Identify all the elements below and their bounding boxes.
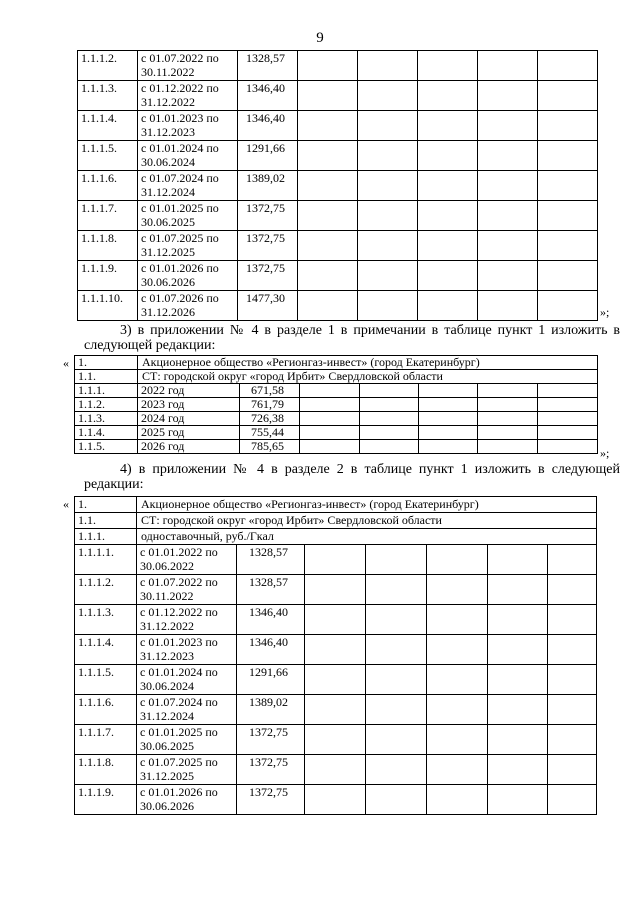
row-code: 1.1. xyxy=(75,513,137,529)
row-code: 1.1.1.6. xyxy=(78,171,138,201)
row-code: 1.1.1.9. xyxy=(75,785,137,815)
row-code: 1.1.1.3. xyxy=(75,605,137,635)
table-row xyxy=(75,545,597,575)
row-period: с 01.01.2023 по 31.12.2023 xyxy=(138,111,238,141)
row-code: 1.1.1.5. xyxy=(78,141,138,171)
row-period: с 01.01.2025 по 30.06.2025 xyxy=(138,201,238,231)
row-code: 1.1.1.6. xyxy=(75,695,137,725)
row-code: 1.1.1.5. xyxy=(75,665,137,695)
row-value: 1477,30 xyxy=(238,291,298,321)
territory-name: СТ: городской округ «город Ирбит» Свердловской области xyxy=(138,370,598,384)
row-period: с 01.01.2024 по 30.06.2024 xyxy=(137,665,237,695)
territory-name: СТ: городской округ «город Ирбит» Свердловской области xyxy=(137,513,597,529)
tariff-table xyxy=(74,496,597,815)
page-number: 9 xyxy=(316,30,324,46)
row-code: 1.1.1.7. xyxy=(75,725,137,755)
row-code: 1.1.1.9. xyxy=(78,261,138,291)
row-code: 1.1.3. xyxy=(75,412,138,426)
table-row xyxy=(75,529,597,545)
row-code: 1.1.1.4. xyxy=(78,111,138,141)
table-row xyxy=(75,725,597,755)
row-code: 1.1.1.1. xyxy=(75,545,137,575)
opening-quote: « xyxy=(63,497,69,511)
row-period: с 01.07.2026 по 31.12.2026 xyxy=(138,291,238,321)
row-value: 1389,02 xyxy=(238,171,298,201)
table-row xyxy=(75,755,597,785)
row-value: 1328,57 xyxy=(237,545,305,575)
row-year: 2026 год xyxy=(138,440,240,454)
table-row xyxy=(75,412,598,426)
row-value: 1346,40 xyxy=(238,81,298,111)
row-value: 1328,57 xyxy=(238,51,298,81)
organization-name: Акционерное общество «Регионгаз-инвест» (город Екатеринбург) xyxy=(137,497,597,513)
row-period: с 01.01.2025 по 30.06.2025 xyxy=(137,725,237,755)
row-value: 755,44 xyxy=(240,426,300,440)
table-row xyxy=(78,201,598,231)
row-value: 1372,75 xyxy=(237,725,305,755)
row-code: 1.1.1.7. xyxy=(78,201,138,231)
row-code: 1.1. xyxy=(75,370,138,384)
row-period: с 01.01.2026 по 30.06.2026 xyxy=(138,261,238,291)
row-value: 671,58 xyxy=(240,384,300,398)
row-period: с 01.01.2023 по 31.12.2023 xyxy=(137,635,237,665)
closing-quote: »; xyxy=(600,446,610,460)
closing-quote: »; xyxy=(600,305,610,319)
row-value: 1389,02 xyxy=(237,695,305,725)
table-row xyxy=(78,51,598,81)
row-value: 1372,75 xyxy=(238,261,298,291)
row-value: 1372,75 xyxy=(238,201,298,231)
row-code: 1.1.1.2. xyxy=(75,575,137,605)
table-row xyxy=(75,440,598,454)
row-period: с 01.01.2026 по 30.06.2026 xyxy=(137,785,237,815)
row-value: 1291,66 xyxy=(238,141,298,171)
row-value: 726,38 xyxy=(240,412,300,426)
row-code: 1.1.1.8. xyxy=(75,755,137,785)
row-value: 1291,66 xyxy=(237,665,305,695)
table-row xyxy=(75,356,598,370)
row-value: 1372,75 xyxy=(237,755,305,785)
row-period: с 01.07.2024 по 31.12.2024 xyxy=(137,695,237,725)
row-code: 1.1.1.3. xyxy=(78,81,138,111)
row-value: 1346,40 xyxy=(237,605,305,635)
row-period: с 01.07.2022 по 30.11.2022 xyxy=(138,51,238,81)
row-period: с 01.12.2022 по 31.12.2022 xyxy=(137,605,237,635)
row-year: 2023 год xyxy=(138,398,240,412)
table-row xyxy=(78,111,598,141)
row-period: с 01.01.2024 по 30.06.2024 xyxy=(138,141,238,171)
row-code: 1.1.1.10. xyxy=(78,291,138,321)
table-row xyxy=(75,497,597,513)
table-row xyxy=(75,665,597,695)
row-year: 2025 год xyxy=(138,426,240,440)
row-code: 1.1.1.8. xyxy=(78,231,138,261)
row-code: 1.1.1.4. xyxy=(75,635,137,665)
table-row xyxy=(75,785,597,815)
table-row xyxy=(75,605,597,635)
paragraph-3: 3) в приложении № 4 в разделе 1 в примечании в таблице пункт 1 изложить в следующей редакции: xyxy=(84,323,620,353)
opening-quote: « xyxy=(63,356,69,370)
row-code: 1. xyxy=(75,497,137,513)
paragraph-4: 4) в приложении № 4 в разделе 2 в таблице пункт 1 изложить в следующей редакции: xyxy=(84,462,620,492)
row-code: 1.1.1. xyxy=(75,529,137,545)
table-row xyxy=(75,513,597,529)
row-period: с 01.01.2022 по 30.06.2022 xyxy=(137,545,237,575)
table-row xyxy=(75,635,597,665)
table-row xyxy=(78,81,598,111)
row-value: 761,79 xyxy=(240,398,300,412)
row-year: 2024 год xyxy=(138,412,240,426)
row-value: 1346,40 xyxy=(237,635,305,665)
table-row xyxy=(78,231,598,261)
row-value: 785,65 xyxy=(240,440,300,454)
table-row xyxy=(78,141,598,171)
row-period: с 01.07.2025 по 31.12.2025 xyxy=(137,755,237,785)
row-code: 1.1.1.2. xyxy=(78,51,138,81)
row-year: 2022 год xyxy=(138,384,240,398)
tariff-table-continued xyxy=(77,50,598,321)
row-code: 1.1.1. xyxy=(75,384,138,398)
row-period: с 01.07.2024 по 31.12.2024 xyxy=(138,171,238,201)
row-period: с 01.07.2025 по 31.12.2025 xyxy=(138,231,238,261)
row-period: с 01.07.2022 по 30.11.2022 xyxy=(137,575,237,605)
table-row xyxy=(75,398,598,412)
row-code: 1.1.4. xyxy=(75,426,138,440)
row-value: 1346,40 xyxy=(238,111,298,141)
table-row xyxy=(78,291,598,321)
tariff-type: одноставочный, руб./Гкал xyxy=(137,529,597,545)
organization-name: Акционерное общество «Регионгаз-инвест» (город Екатеринбург) xyxy=(138,356,598,370)
row-value: 1328,57 xyxy=(237,575,305,605)
row-period: с 01.12.2022 по 31.12.2022 xyxy=(138,81,238,111)
table-row xyxy=(75,695,597,725)
table-row xyxy=(75,575,597,605)
table-row xyxy=(75,426,598,440)
row-code: 1.1.2. xyxy=(75,398,138,412)
row-code: 1. xyxy=(75,356,138,370)
row-value: 1372,75 xyxy=(238,231,298,261)
table-row xyxy=(78,171,598,201)
note-table xyxy=(74,355,598,454)
table-row xyxy=(75,370,598,384)
table-row xyxy=(75,384,598,398)
row-code: 1.1.5. xyxy=(75,440,138,454)
row-value: 1372,75 xyxy=(237,785,305,815)
table-row xyxy=(78,261,598,291)
